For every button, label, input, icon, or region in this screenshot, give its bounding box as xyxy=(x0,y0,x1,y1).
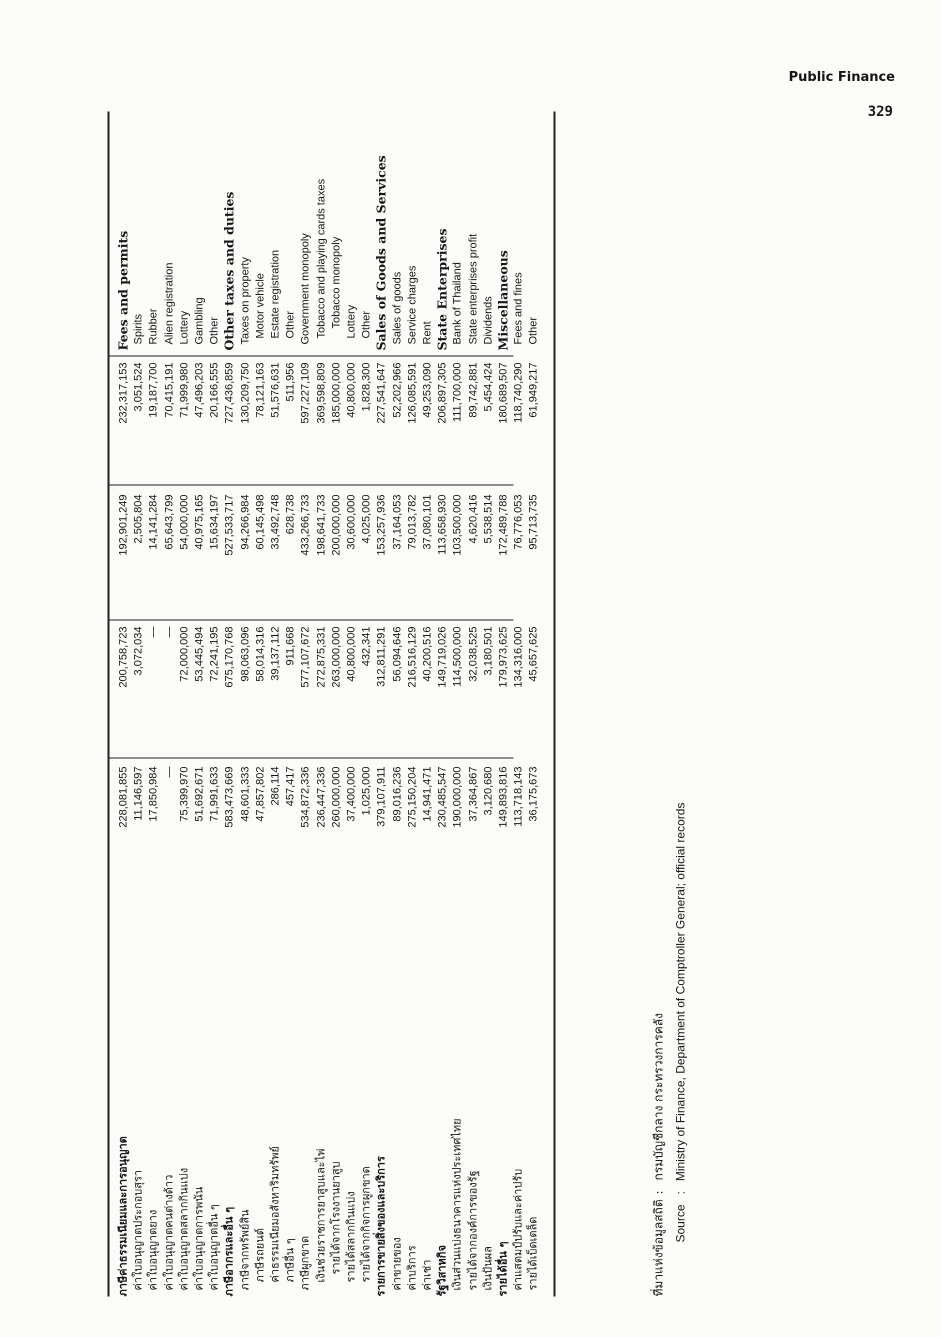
value-cell: 94,266,984 xyxy=(238,494,251,550)
value-cell: 51,576,631 xyxy=(269,362,281,418)
value-cell: 56,094,646 xyxy=(390,626,403,682)
thai-row-label: ค่าเช่า xyxy=(420,1259,433,1291)
thai-row-label: ภาษีอื่น ๆ xyxy=(283,1238,297,1283)
value-cell: 260,000,000 xyxy=(329,766,342,828)
value-cell: 511,956 xyxy=(284,362,297,402)
running-title: Public Finance xyxy=(788,70,895,85)
value-cell: 52,202,966 xyxy=(390,362,403,418)
value-cell: 118,740,290 xyxy=(512,362,525,423)
value-cell: 272,875,331 xyxy=(314,626,327,688)
english-row-label: Service charges xyxy=(405,265,418,345)
value-cell: 39,137,112 xyxy=(269,626,281,681)
value-cell: 312,811,291 xyxy=(375,626,388,687)
thai-row-label: ภาษีรถยนต์ xyxy=(252,1228,266,1283)
thai-row-label: ภาษีอากรและอื่น ๆ xyxy=(222,1206,236,1297)
value-cell: 179,973,625 xyxy=(497,626,509,688)
value-cell: 65,643,799 xyxy=(162,494,175,550)
value-cell: 33,492,748 xyxy=(269,494,281,550)
value-cell: 54,000,000 xyxy=(177,494,190,550)
source-english-text: Ministry of Finance, Department of Comptroller General; official records xyxy=(673,802,687,1182)
english-row-label: Tobacco monopoly xyxy=(329,236,342,329)
value-cell: 78,121,163 xyxy=(253,362,266,418)
value-cell: 130,209,750 xyxy=(238,362,251,424)
thai-row-label: รายได้อื่น ๆ xyxy=(496,1241,509,1297)
english-row-label: Rent xyxy=(421,321,433,345)
thai-row-label: รัฐวิสาหกิจ xyxy=(435,1245,449,1297)
value-cell: 577,107,672 xyxy=(299,626,312,688)
column-divider-1 xyxy=(109,758,513,759)
english-row-label: Tobacco and playing cards taxes xyxy=(314,178,327,339)
thai-row-label: รายได้เบ็ดเตล็ด xyxy=(526,1216,540,1291)
value-cell: 47,496,203 xyxy=(193,362,205,418)
value-cell: 37,400,000 xyxy=(345,766,357,822)
thai-row-label: ค่าธรรมเนียมอสังหาริมทรัพย์ xyxy=(268,1146,281,1283)
value-cell: 228,081,855 xyxy=(117,766,129,828)
thai-row-label: ค่าใบอนุญาตยาง xyxy=(146,1209,160,1291)
value-cell: 32,038,525 xyxy=(466,626,479,682)
english-row-label: Government monopoly xyxy=(299,233,312,345)
value-cell: 369,598,809 xyxy=(314,362,327,424)
table-bottom-rule xyxy=(553,112,555,1297)
value-cell: 47,857,802 xyxy=(253,766,266,822)
thai-row-label: รายการขายสิ่งของและบริการ xyxy=(374,1156,388,1297)
value-cell: 76,776,053 xyxy=(512,494,525,550)
source-thai-label: ที่มาแห่งข้อมูลสถิติ xyxy=(651,1199,665,1297)
english-row-label: State enterprises profit xyxy=(466,233,479,345)
english-row-label: Lottery xyxy=(345,304,357,339)
value-cell: 40,800,000 xyxy=(345,626,357,682)
value-cell: 4,025,000 xyxy=(360,494,373,544)
thai-row-label: ค่าใบอนุญาตคนต่างด้าว xyxy=(161,1174,175,1291)
value-cell: — xyxy=(147,626,160,638)
value-cell: 236,447,336 xyxy=(314,766,327,828)
thai-row-label: ค่าแสตมป์ปรับและค่าปรับ xyxy=(511,1168,525,1291)
thai-row-label: ค่าบริการ xyxy=(404,1245,418,1291)
english-row-label: Alien registration xyxy=(162,262,175,345)
value-cell: 70,415,191 xyxy=(162,362,175,418)
value-cell: 198,641,733 xyxy=(314,494,327,556)
english-row-label: Spirits xyxy=(132,313,145,345)
english-row-label: Other xyxy=(360,310,373,339)
table-top-rule xyxy=(107,112,109,1297)
value-cell: 11,146,597 xyxy=(132,766,145,821)
value-cell: 457,417 xyxy=(284,766,297,807)
column-divider-2 xyxy=(109,620,513,621)
value-cell: 95,713,735 xyxy=(527,494,540,550)
english-row-label: Lottery xyxy=(177,310,190,345)
value-cell: 263,000,000 xyxy=(329,626,342,688)
value-cell: 111,700,000 xyxy=(451,362,464,423)
value-cell: 628,738 xyxy=(284,494,297,535)
value-cell: 15,634,197 xyxy=(208,494,221,550)
english-row-label: Dividends xyxy=(481,296,494,345)
thai-row-label: ค่าใบอนุญาตประกอบสุรา xyxy=(131,1169,145,1291)
value-cell: 149,893,816 xyxy=(497,766,509,828)
value-cell: 30,600,000 xyxy=(345,494,357,550)
value-cell: 1,025,000 xyxy=(360,766,373,816)
english-row-label: Rubber xyxy=(147,308,160,345)
english-row-label: Other xyxy=(208,316,221,345)
source-english: Source:Ministry of Finance, Department of Comptroller General; official records xyxy=(673,803,687,1297)
english-row-label: Other taxes and duties xyxy=(221,191,237,351)
english-row-label: Other xyxy=(527,316,540,345)
value-cell: 286,114 xyxy=(269,766,281,806)
value-cell: 51,692,671 xyxy=(193,766,205,822)
thai-row-label: ภาษีผูกขาด xyxy=(298,1235,312,1291)
value-cell: 89,742,881 xyxy=(466,362,479,418)
value-cell: 45,657,625 xyxy=(527,626,540,682)
column-divider-3 xyxy=(109,485,513,486)
english-row-label: State Enterprises xyxy=(434,228,450,351)
thai-row-label: รายได้จากกิจการผูกขาด xyxy=(359,1166,373,1283)
value-cell: 49,253,090 xyxy=(421,362,433,418)
value-cell: 3,120,680 xyxy=(481,766,494,816)
value-cell: 4,620,416 xyxy=(466,494,479,544)
value-cell: 72,000,000 xyxy=(177,626,190,682)
value-cell: 20,166,555 xyxy=(208,362,221,418)
english-row-label: Taxes on property xyxy=(238,257,251,345)
value-cell: 232,317,153 xyxy=(117,362,129,424)
value-cell: 72,241,195 xyxy=(208,626,221,682)
value-cell: 48,601,333 xyxy=(238,766,251,822)
source-thai: ที่มาแห่งข้อมูลสถิติ:กรมบัญชีกลาง กระทรวงการคลัง xyxy=(649,1013,668,1296)
value-cell: 114,500,000 xyxy=(451,626,464,687)
value-cell: 3,072,034 xyxy=(132,626,145,676)
thai-row-label: ค่าใบอนุญาตสลากกินแบ่ง xyxy=(176,1167,190,1291)
value-cell: 40,975,165 xyxy=(193,494,205,550)
value-cell: 53,445,494 xyxy=(193,626,205,682)
value-cell: 597,227,109 xyxy=(299,362,312,424)
value-cell: 216,516,129 xyxy=(405,626,418,688)
value-cell: 200,000,000 xyxy=(329,494,342,556)
value-cell: 126,085,591 xyxy=(405,362,418,424)
value-cell: 3,180,501 xyxy=(481,626,494,676)
english-row-label: Bank of Thailand xyxy=(451,262,464,345)
value-cell: 2,505,804 xyxy=(132,494,145,544)
value-cell: 79,013,782 xyxy=(405,494,418,550)
value-cell: 113,658,930 xyxy=(436,494,449,555)
source-english-label: Source xyxy=(673,1204,687,1243)
value-cell: 75,399,970 xyxy=(177,766,190,822)
value-cell: 227,541,647 xyxy=(375,362,388,424)
thai-row-label: เงินส่วนแบ่งธนาคารแห่งประเทศไทย xyxy=(450,1118,464,1291)
value-cell: 113,718,143 xyxy=(512,766,525,827)
value-cell: 5,538,514 xyxy=(481,494,494,544)
value-cell: 37,364,867 xyxy=(466,766,479,822)
thai-row-label: ค่าใบอนุญาตอื่น ๆ xyxy=(207,1204,221,1291)
value-cell: 5,454,424 xyxy=(481,362,494,412)
value-cell: 60,145,498 xyxy=(253,494,266,550)
page-number: 329 xyxy=(867,104,893,120)
value-cell: 14,941,471 xyxy=(421,766,433,822)
column-divider-4 xyxy=(109,356,513,357)
thai-row-label: รายได้สลากกินแบ่ง xyxy=(344,1191,357,1283)
value-cell: 192,901,249 xyxy=(117,494,129,556)
value-cell: 17,850,984 xyxy=(147,766,160,822)
rotated-table xyxy=(101,112,741,1297)
thai-row-label: รายได้จากโรงงานยาสูบ xyxy=(328,1161,342,1275)
value-cell: 583,473,669 xyxy=(223,766,236,828)
value-cell: 40,200,516 xyxy=(421,626,433,682)
value-cell: 185,000,000 xyxy=(329,362,342,424)
value-cell: 172,489,788 xyxy=(497,494,509,556)
value-cell: 153,257,936 xyxy=(375,494,388,556)
value-cell: 36,175,673 xyxy=(527,766,540,822)
value-cell: 19,187,700 xyxy=(147,362,160,418)
value-cell: 37,080,101 xyxy=(421,494,433,550)
value-cell: — xyxy=(162,766,175,778)
value-cell: 98,063,096 xyxy=(238,626,251,682)
value-cell: 275,150,204 xyxy=(405,766,418,828)
value-cell: 103,500,000 xyxy=(451,494,464,556)
value-cell: 534,872,336 xyxy=(299,766,312,828)
english-row-label: Estate registration xyxy=(269,249,281,339)
thai-row-label: รายได้จากองค์การของรัฐ xyxy=(465,1170,479,1291)
english-row-label: Fees and permits xyxy=(115,230,130,351)
thai-row-label: ภาษีจากทรัพย์สิน xyxy=(237,1209,251,1291)
value-cell: — xyxy=(162,626,175,638)
value-cell: 40,800,000 xyxy=(345,362,357,418)
value-cell: 432,341 xyxy=(360,626,373,667)
value-cell: 379,107,911 xyxy=(375,766,388,827)
value-cell: 200,758,723 xyxy=(117,626,129,688)
value-cell: 3,051,524 xyxy=(132,362,145,412)
thai-row-label: เงินปันผล xyxy=(480,1246,494,1291)
thai-row-label: ค่าใบอนุญาตการพนัน xyxy=(192,1186,205,1291)
value-cell: 433,266,733 xyxy=(299,494,312,556)
english-row-label: Sales of Goods and Services xyxy=(373,155,389,351)
value-cell: 71,991,633 xyxy=(208,766,221,822)
value-cell: 911,668 xyxy=(284,626,297,666)
value-cell: 14,141,284 xyxy=(147,494,160,550)
value-cell: 89,016,236 xyxy=(390,766,403,822)
value-cell: 527,533,717 xyxy=(223,494,236,556)
value-cell: 149,719,026 xyxy=(436,626,449,688)
thai-row-label: เงินช่วยราชการยาสูบและไพ่ xyxy=(313,1148,327,1283)
thai-row-label: ภาษีค่าธรรมเนียมและการอนุญาต xyxy=(116,1136,129,1297)
value-cell: 58,014,316 xyxy=(253,626,266,682)
value-cell: 71,999,980 xyxy=(177,362,190,418)
english-row-label: Gambling xyxy=(193,297,205,345)
value-cell: 206,897,305 xyxy=(436,362,449,424)
value-cell: 180,689,507 xyxy=(497,362,509,424)
value-cell: 61,949,217 xyxy=(527,362,540,418)
value-cell: 37,164,053 xyxy=(390,494,403,550)
english-row-label: Miscellaneous xyxy=(495,250,510,351)
value-cell: 190,000,000 xyxy=(451,766,464,828)
english-row-label: Motor vehicle xyxy=(253,273,266,339)
value-cell: 134,316,000 xyxy=(512,626,525,688)
value-cell: 727,436,859 xyxy=(223,362,236,424)
value-cell: 1,828,300 xyxy=(360,362,373,412)
value-cell: 675,170,768 xyxy=(223,626,236,688)
source-thai-text: กรมบัญชีกลาง กระทรวงการคลัง xyxy=(651,1013,665,1181)
value-cell: 230,485,547 xyxy=(436,766,449,828)
thai-row-label: ค่าขายของ xyxy=(389,1237,403,1291)
english-row-label: Other xyxy=(284,310,297,339)
english-row-label: Fees and fines xyxy=(512,272,525,345)
english-row-label: Sales of goods xyxy=(390,271,403,345)
